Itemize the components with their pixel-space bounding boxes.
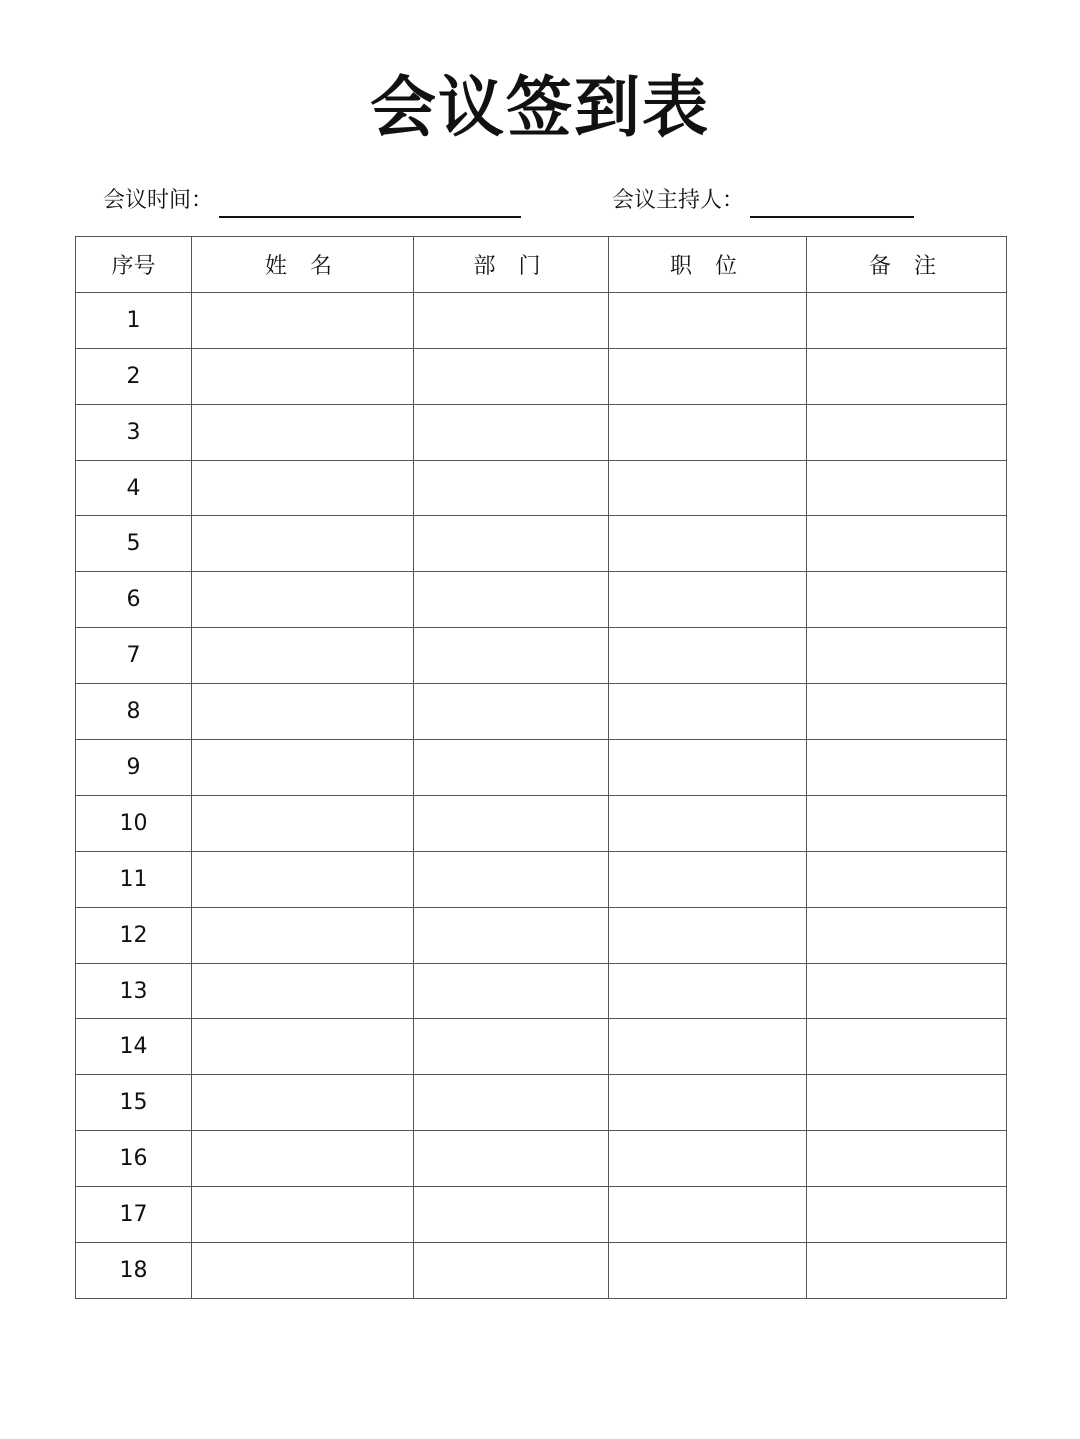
department-cell[interactable]: [414, 963, 609, 1019]
position-cell[interactable]: [609, 684, 807, 740]
serial-number-cell: 4: [76, 460, 192, 516]
remarks-cell[interactable]: [807, 348, 1007, 404]
serial-number-cell: 3: [76, 404, 192, 460]
remarks-cell[interactable]: [807, 1187, 1007, 1243]
header-department: 部 门: [414, 237, 609, 293]
table-row: [76, 684, 1007, 740]
position-cell[interactable]: [609, 907, 807, 963]
position-cell[interactable]: [609, 516, 807, 572]
department-cell[interactable]: [414, 1187, 609, 1243]
name-cell[interactable]: [192, 1075, 414, 1131]
table-row: [76, 795, 1007, 851]
serial-number-cell: 17: [76, 1187, 192, 1243]
name-cell[interactable]: [192, 740, 414, 796]
table-row: [76, 292, 1007, 348]
position-cell[interactable]: [609, 1075, 807, 1131]
remarks-cell[interactable]: [807, 740, 1007, 796]
serial-number-cell: 10: [76, 795, 192, 851]
serial-number-cell: 18: [76, 1243, 192, 1299]
department-cell[interactable]: [414, 1131, 609, 1187]
name-cell[interactable]: [192, 628, 414, 684]
serial-number-cell: 13: [76, 963, 192, 1019]
header-row: [76, 237, 1007, 293]
position-cell[interactable]: [609, 292, 807, 348]
header-serial-number: 序号: [76, 237, 192, 293]
table-row: [76, 1187, 1007, 1243]
serial-number-cell: 16: [76, 1131, 192, 1187]
table-row: [76, 851, 1007, 907]
serial-number-cell: 9: [76, 740, 192, 796]
remarks-cell[interactable]: [807, 1131, 1007, 1187]
name-cell[interactable]: [192, 851, 414, 907]
department-cell[interactable]: [414, 1243, 609, 1299]
remarks-cell[interactable]: [807, 1019, 1007, 1075]
name-cell[interactable]: [192, 516, 414, 572]
position-cell[interactable]: [609, 851, 807, 907]
header-name: 姓 名: [192, 237, 414, 293]
position-cell[interactable]: [609, 628, 807, 684]
position-cell[interactable]: [609, 348, 807, 404]
page-title: 会议签到表: [370, 69, 710, 146]
department-cell[interactable]: [414, 1075, 609, 1131]
table-row: [76, 907, 1007, 963]
meeting-time-blank[interactable]: [219, 188, 521, 218]
remarks-cell[interactable]: [807, 460, 1007, 516]
name-cell[interactable]: [192, 1243, 414, 1299]
name-cell[interactable]: [192, 795, 414, 851]
remarks-cell[interactable]: [807, 907, 1007, 963]
department-cell[interactable]: [414, 292, 609, 348]
name-cell[interactable]: [192, 963, 414, 1019]
serial-number-cell: 7: [76, 628, 192, 684]
table-row: [76, 1243, 1007, 1299]
header-position: 职 位: [609, 237, 807, 293]
serial-number-cell: 12: [76, 907, 192, 963]
table-row: [76, 963, 1007, 1019]
name-cell[interactable]: [192, 684, 414, 740]
name-cell[interactable]: [192, 404, 414, 460]
remarks-cell[interactable]: [807, 795, 1007, 851]
serial-number-cell: 5: [76, 516, 192, 572]
remarks-cell[interactable]: [807, 851, 1007, 907]
table-row: [76, 1019, 1007, 1075]
remarks-cell[interactable]: [807, 1075, 1007, 1131]
remarks-cell[interactable]: [807, 628, 1007, 684]
meeting-host-blank[interactable]: [750, 188, 914, 218]
name-cell[interactable]: [192, 907, 414, 963]
department-cell[interactable]: [414, 348, 609, 404]
meeting-time-line: [103, 184, 521, 218]
name-cell[interactable]: [192, 348, 414, 404]
remarks-cell[interactable]: [807, 684, 1007, 740]
remarks-cell[interactable]: [807, 404, 1007, 460]
table-row: [76, 628, 1007, 684]
table-body: [76, 292, 1007, 1298]
position-cell[interactable]: [609, 1131, 807, 1187]
serial-number-cell: 11: [76, 851, 192, 907]
name-cell[interactable]: [192, 1131, 414, 1187]
header-remarks: 备 注: [807, 237, 1007, 293]
department-cell[interactable]: [414, 684, 609, 740]
department-cell[interactable]: [414, 851, 609, 907]
serial-number-cell: 15: [76, 1075, 192, 1131]
remarks-cell[interactable]: [807, 963, 1007, 1019]
position-cell[interactable]: [609, 1243, 807, 1299]
department-cell[interactable]: [414, 1019, 609, 1075]
table-row: [76, 348, 1007, 404]
table-row: [76, 516, 1007, 572]
position-cell[interactable]: [609, 1019, 807, 1075]
remarks-cell[interactable]: [807, 516, 1007, 572]
position-cell[interactable]: [609, 460, 807, 516]
table-row: [76, 1075, 1007, 1131]
sign-in-table: [75, 236, 1007, 1299]
department-cell[interactable]: [414, 460, 609, 516]
serial-number-cell: 2: [76, 348, 192, 404]
remarks-cell[interactable]: [807, 572, 1007, 628]
department-cell[interactable]: [414, 516, 609, 572]
name-cell[interactable]: [192, 1187, 414, 1243]
meeting-time-label: 会议时间：: [103, 188, 214, 213]
department-cell[interactable]: [414, 795, 609, 851]
name-cell[interactable]: [192, 292, 414, 348]
remarks-cell[interactable]: [807, 292, 1007, 348]
name-cell[interactable]: [192, 1019, 414, 1075]
table-row: [76, 740, 1007, 796]
name-cell[interactable]: [192, 460, 414, 516]
position-cell[interactable]: [609, 404, 807, 460]
department-cell[interactable]: [414, 628, 609, 684]
remarks-cell[interactable]: [807, 1243, 1007, 1299]
department-cell[interactable]: [414, 404, 609, 460]
position-cell[interactable]: [609, 740, 807, 796]
name-cell[interactable]: [192, 572, 414, 628]
department-cell[interactable]: [414, 572, 609, 628]
meeting-host-label: 会议主持人：: [612, 188, 745, 213]
serial-number-cell: 1: [76, 292, 192, 348]
table-row: [76, 1131, 1007, 1187]
serial-number-cell: 6: [76, 572, 192, 628]
table-row: [76, 572, 1007, 628]
position-cell[interactable]: [609, 1187, 807, 1243]
table-row: [76, 460, 1007, 516]
serial-number-cell: 14: [76, 1019, 192, 1075]
serial-number-cell: 8: [76, 684, 192, 740]
department-cell[interactable]: [414, 907, 609, 963]
position-cell[interactable]: [609, 795, 807, 851]
meeting-host-line: [612, 184, 914, 218]
table-row: [76, 404, 1007, 460]
department-cell[interactable]: [414, 740, 609, 796]
position-cell[interactable]: [609, 963, 807, 1019]
position-cell[interactable]: [609, 572, 807, 628]
